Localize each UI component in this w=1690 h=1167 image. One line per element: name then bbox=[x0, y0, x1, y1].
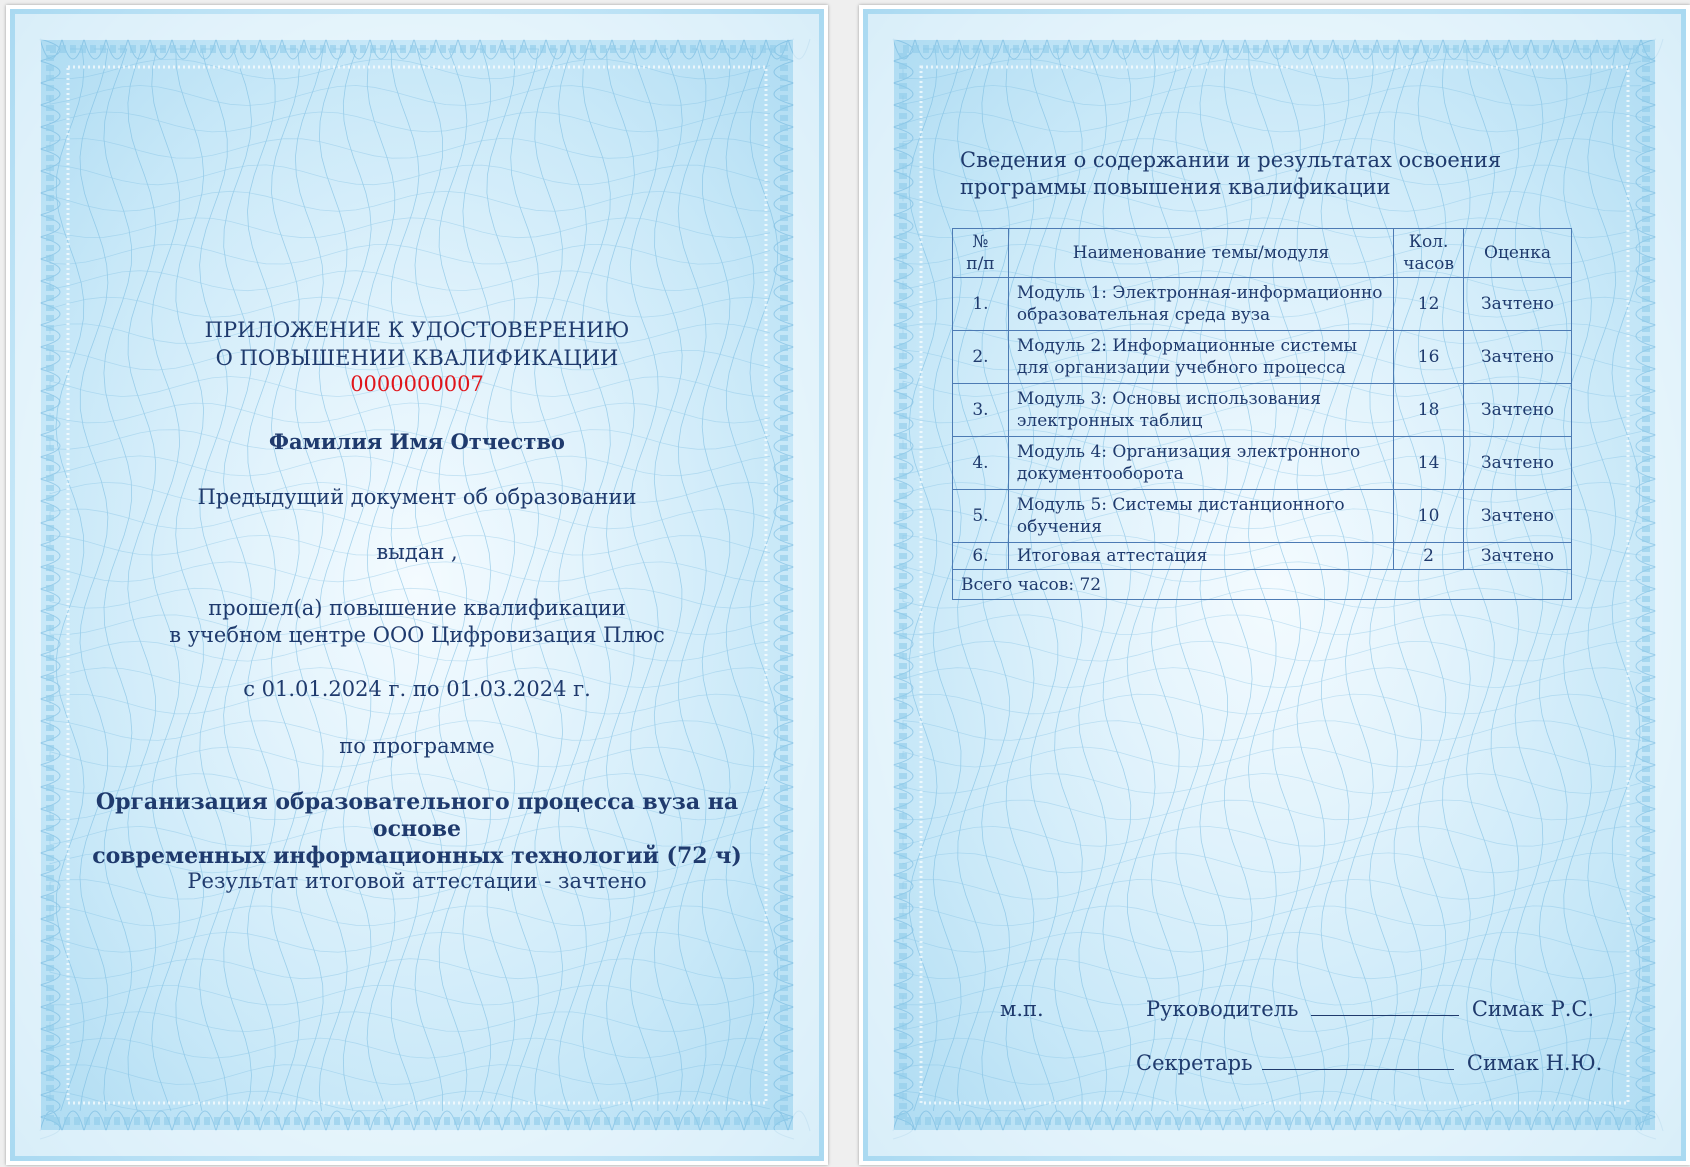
total-row bbox=[953, 570, 1572, 600]
passed-line-2: в учебном центре ООО Цифровизация Плюс bbox=[169, 623, 665, 647]
module-name: Итоговая аттестация bbox=[1008, 543, 1393, 570]
secretary-signature-line bbox=[1262, 1051, 1454, 1070]
module-hours: 12 bbox=[1394, 278, 1464, 331]
header-number bbox=[953, 229, 1009, 278]
table-row bbox=[953, 543, 1572, 570]
section-heading bbox=[960, 147, 1600, 201]
guilloche-background bbox=[863, 9, 1686, 1161]
module-grade: Зачтено bbox=[1464, 437, 1572, 490]
module-hours: 16 bbox=[1394, 331, 1464, 384]
stamp-place: м.п. bbox=[1000, 997, 1044, 1021]
module-name: Модуль 4: Организация электронного документооборота bbox=[1008, 437, 1393, 490]
table-row bbox=[953, 278, 1572, 331]
head-signature-line bbox=[1311, 997, 1459, 1016]
program-line-1: Организация образовательного процесса вуза на основе bbox=[95, 789, 739, 842]
secretary-label: Секретарь bbox=[1136, 1051, 1253, 1075]
row-number: 3. bbox=[953, 384, 1009, 437]
module-hours: 14 bbox=[1394, 437, 1464, 490]
certificate-appendix-page bbox=[6, 5, 828, 1165]
heading-line-2: программы повышения квалификации bbox=[960, 175, 1391, 199]
module-hours: 10 bbox=[1394, 490, 1464, 543]
module-name: Модуль 5: Системы дистанционного обучения bbox=[1008, 490, 1393, 543]
training-dates: с 01.01.2024 г. по 01.03.2024 г. bbox=[243, 677, 591, 701]
module-hours: 2 bbox=[1394, 543, 1464, 570]
guilloche-background bbox=[10, 9, 824, 1161]
guilloche-pattern bbox=[10, 9, 824, 1161]
module-grade: Зачтено bbox=[1464, 543, 1572, 570]
training-statement bbox=[10, 595, 824, 649]
table-row bbox=[953, 331, 1572, 384]
module-grade: Зачтено bbox=[1464, 490, 1572, 543]
header-grade: Оценка bbox=[1464, 229, 1572, 278]
table-row bbox=[953, 437, 1572, 490]
header-hours-line-1: Кол. bbox=[1408, 232, 1449, 252]
header-hours-line-2: часов bbox=[1403, 254, 1454, 274]
head-label: Руководитель bbox=[1146, 997, 1299, 1021]
module-name: Модуль 2: Информационные системы для организации учебного процесса bbox=[1008, 331, 1393, 384]
program-content-page bbox=[859, 5, 1690, 1165]
header-number-line-2: п/п bbox=[966, 254, 995, 274]
modules-table bbox=[952, 228, 1572, 600]
module-name: Модуль 1: Электронная-информационно образовательная среда вуза bbox=[1008, 278, 1393, 331]
header-hours bbox=[1394, 229, 1464, 278]
module-hours: 18 bbox=[1394, 384, 1464, 437]
secretary-signature bbox=[1136, 1051, 1602, 1075]
header-module-name: Наименование темы/модуля bbox=[1008, 229, 1393, 278]
head-signature bbox=[1146, 997, 1594, 1021]
module-grade: Зачтено bbox=[1464, 384, 1572, 437]
title-line-2: О ПОВЫШЕНИИ КВАЛИФИКАЦИИ bbox=[215, 346, 619, 370]
certificate-number: 0000000007 bbox=[350, 372, 484, 396]
program-line-2: современных информационных технологий (72 ч) bbox=[92, 843, 742, 869]
row-number: 5. bbox=[953, 490, 1009, 543]
previous-document: Предыдущий документ об образовании bbox=[197, 485, 637, 509]
full-name: Фамилия Имя Отчество bbox=[269, 429, 565, 454]
head-name: Симак Р.С. bbox=[1471, 997, 1595, 1021]
row-number: 2. bbox=[953, 331, 1009, 384]
heading-line-1: Сведения о содержании и результатах освоения bbox=[960, 148, 1502, 172]
program-label: по программе bbox=[339, 734, 495, 758]
secretary-name: Симак Н.Ю. bbox=[1466, 1051, 1603, 1075]
issued-text: выдан , bbox=[376, 540, 458, 564]
table-row bbox=[953, 384, 1572, 437]
document-title bbox=[10, 316, 824, 372]
program-name bbox=[50, 789, 784, 870]
row-number: 1. bbox=[953, 278, 1009, 331]
module-grade: Зачтено bbox=[1464, 331, 1572, 384]
passed-line-1: прошел(а) повышение квалификации bbox=[208, 596, 626, 620]
total-hours: Всего часов: 72 bbox=[953, 570, 1572, 600]
row-number: 6. bbox=[953, 543, 1009, 570]
title-line-1: ПРИЛОЖЕНИЕ К УДОСТОВЕРЕНИЮ bbox=[204, 318, 630, 342]
module-name: Модуль 3: Основы использования электронных таблиц bbox=[1008, 384, 1393, 437]
module-grade: Зачтено bbox=[1464, 278, 1572, 331]
row-number: 4. bbox=[953, 437, 1009, 490]
table-row bbox=[953, 490, 1572, 543]
attestation-result: Результат итоговой аттестации - зачтено bbox=[187, 869, 647, 893]
header-number-line-1: № bbox=[972, 232, 989, 252]
table-header-row bbox=[953, 229, 1572, 278]
